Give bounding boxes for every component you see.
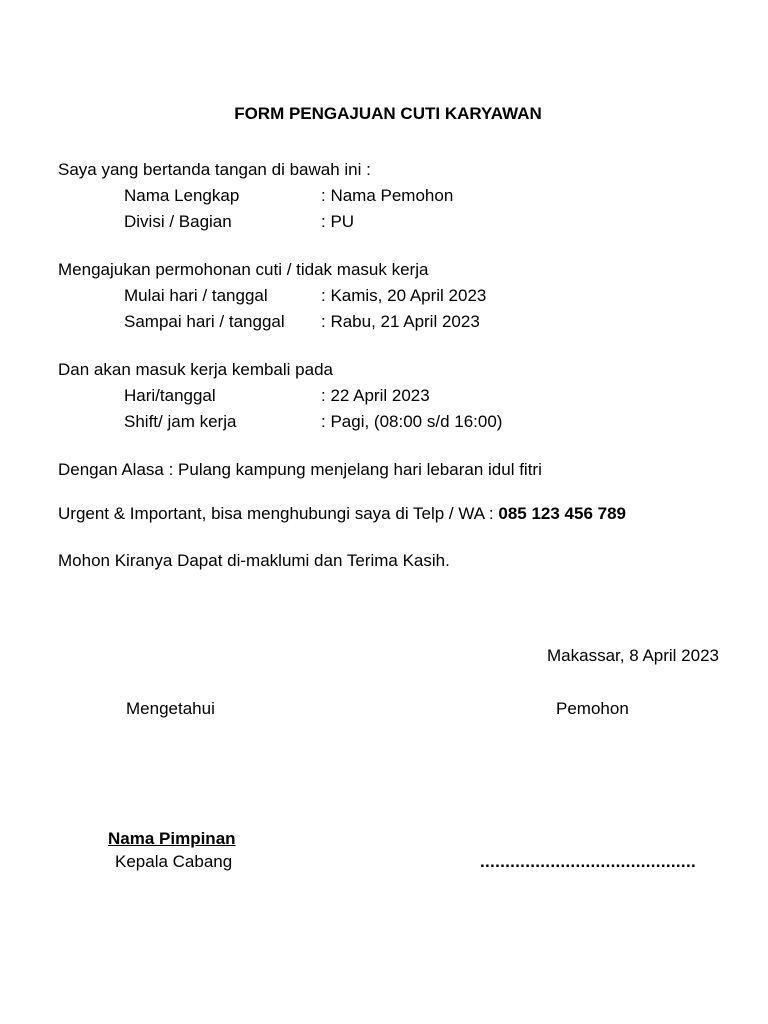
request-heading: Mengajukan permohonan cuti / tidak masuk kerja [58,260,429,279]
left-signer-name: Nama Pimpinan [108,829,236,848]
intro-text: Saya yang bertanda tangan di bawah ini : [58,160,371,179]
field-label-nama: Nama Lengkap [124,186,240,205]
right-signature-heading: Pemohon [556,699,629,718]
left-signer-title: Kepala Cabang [115,852,233,871]
field-label-divisi: Divisi / Bagian [124,212,232,231]
right-signature-line: ........................................... [480,852,696,871]
field-label-mulai: Mulai hari / tanggal [124,286,268,305]
field-value-sampai: : Rabu, 21 April 2023 [321,312,480,331]
field-value-hari: : 22 April 2023 [321,386,430,405]
field-value-nama: : Nama Pemohon [321,186,454,205]
contact-text: Urgent & Important, bisa menghubungi saya di Telp / WA : [58,504,499,523]
field-value-shift: : Pagi, (08:00 s/d 16:00) [321,412,503,431]
field-label-sampai: Sampai hari / tanggal [124,312,285,331]
closing-text: Mohon Kiranya Dapat di-maklumi dan Terima Kasih. [58,551,450,570]
place-date: Makassar, 8 April 2023 [547,646,719,665]
contact-number: 085 123 456 789 [498,504,626,523]
form-title: FORM PENGAJUAN CUTI KARYAWAN [234,104,542,123]
reason-text: Dengan Alasa : Pulang kampung menjelang hari lebaran idul fitri [58,460,542,479]
contact-line [58,504,626,524]
left-signature-heading: Mengetahui [126,699,215,718]
field-label-hari: Hari/tanggal [124,386,216,405]
return-heading: Dan akan masuk kerja kembali pada [58,360,333,379]
field-label-shift: Shift/ jam kerja [124,412,237,431]
field-value-mulai: : Kamis, 20 April 2023 [321,286,487,305]
field-value-divisi: : PU [321,212,355,231]
